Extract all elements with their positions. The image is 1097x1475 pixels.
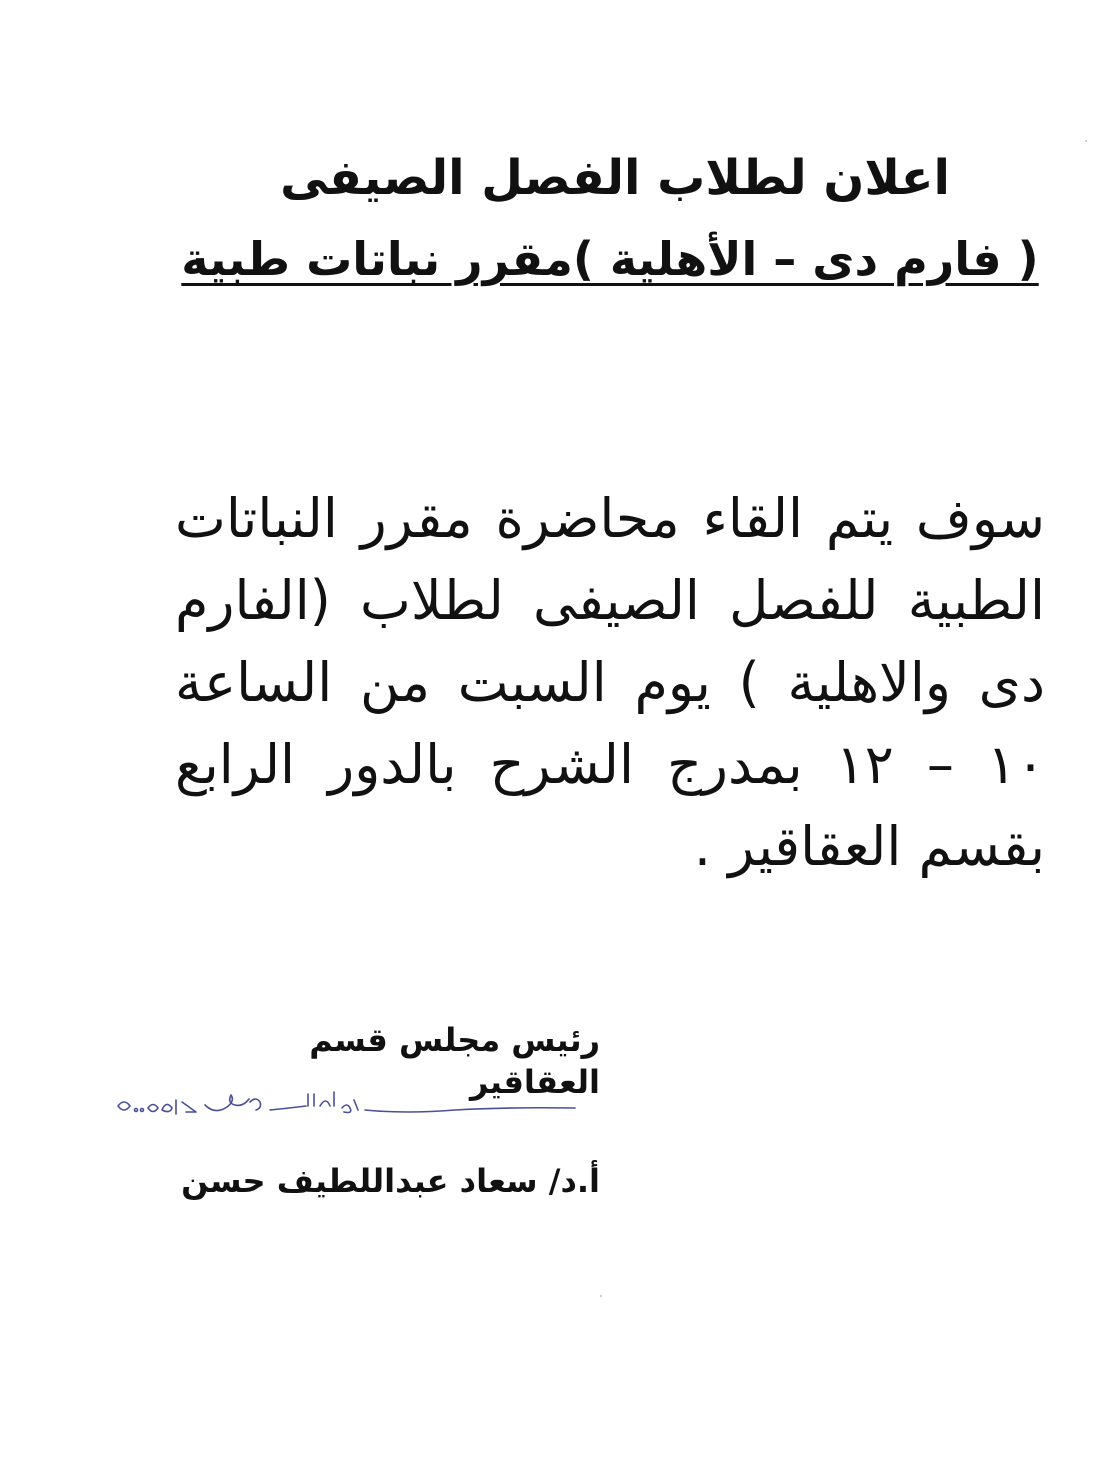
signatory-name: أ.د/ سعاد عبداللطيف حسن: [181, 1162, 600, 1201]
scan-speck: [600, 1295, 602, 1297]
signatory-position: رئيس مجلس قسم العقاقير: [309, 1021, 600, 1101]
scan-speck: [1085, 140, 1087, 142]
announcement-title: اعلان لطلاب الفصل الصيفى: [280, 150, 950, 206]
announcement-body: سوف يتم القاء محاضرة مقرر النباتات الطبية للفصل الصيفى لطلاب (الفارم دى والاهلية ) يوم السبت من الساعة ١٠ – ١٢ بمدرج الشرح بالدور الرابع بقسم العقاقير .: [175, 487, 1045, 878]
course-subtitle: ( فارم دى – الأهلية )مقرر نباتات طبية: [181, 232, 1039, 286]
handwritten-signature: [110, 1080, 600, 1130]
